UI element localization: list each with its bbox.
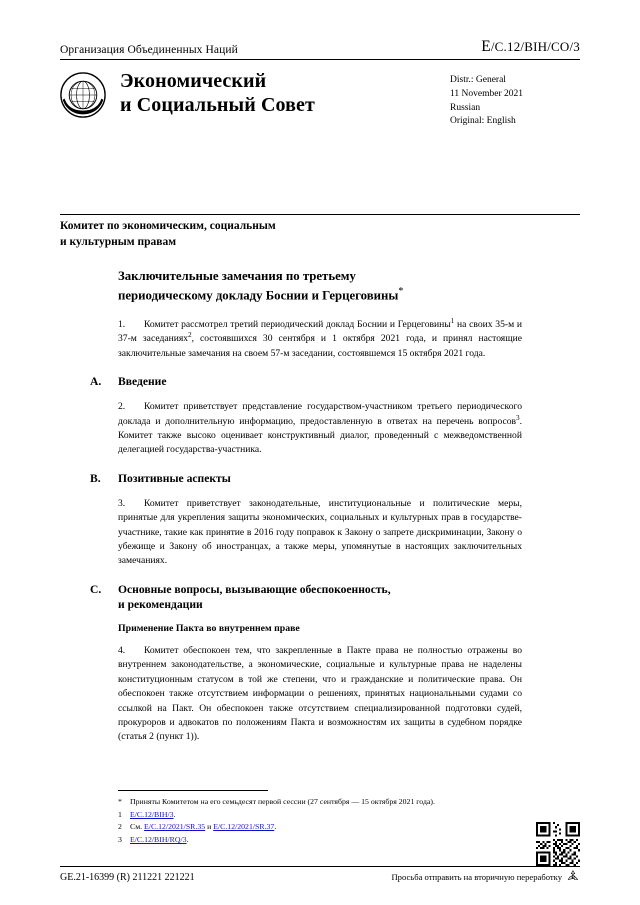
distribution-block [450, 74, 580, 129]
footnotes-block [118, 796, 522, 847]
footnote-2-text: . [274, 822, 277, 832]
footnote-3 [118, 834, 522, 847]
masthead [60, 70, 580, 129]
section-b-title: Позитивные аспекты [118, 471, 231, 485]
document-original-language: Original: English [450, 116, 516, 127]
job-number: GE.21-16399 (R) 211221 221221 [60, 871, 195, 883]
paragraph-1-text-b: на своих 35-м и 37-м заседаниях [118, 319, 522, 345]
footnote-divider [118, 790, 268, 791]
footnote-star-text: Приняты Комитетом на его семьдесят первой сессии (27 сентября — 15 октября 2021 года). [130, 797, 435, 806]
qr-code [536, 822, 580, 866]
recycle-icon [566, 869, 580, 885]
paragraph-2 [118, 400, 522, 458]
paragraph-1-text-a: Комитет рассмотрел третий периодический доклад Боснии и Герцеговины [144, 319, 451, 331]
footnote-star [118, 796, 522, 809]
footnote-2-marker: 2 [118, 822, 122, 832]
document-title-line2: периодическому докладу Боснии и Герцеговины [118, 288, 399, 303]
paragraph-4 [118, 644, 522, 745]
document-symbol [481, 38, 580, 56]
un-emblem-icon [60, 72, 106, 118]
footnote-2-mid: и [205, 822, 214, 832]
body-divider [60, 214, 580, 215]
masthead-title-line1: Экономический [120, 70, 267, 92]
distribution-label: Distr.: General [450, 75, 506, 85]
section-a-title: Введение [118, 375, 167, 389]
section-c-title-line1: Основные вопросы, вызывающие обеспокоенность, [118, 582, 391, 596]
section-c-letter: C. [90, 582, 102, 596]
paragraph-2-text: Комитет приветствует представление государством-участником третьего периодического доклада и дополнительную информацию, предоставленную в ответах на перечень вопросов [118, 401, 522, 427]
organization-name: Организация Объединенных Наций [60, 44, 238, 56]
footnote-2 [118, 821, 522, 834]
committee-name-line2: и культурным правам [60, 235, 177, 248]
footnote-1-marker: 1 [118, 809, 122, 819]
paragraph-2-text-b: . Комитет также высоко оценивает конструктивный диалог, проведенный с межведомственной делегацией государства-участника. [118, 415, 522, 456]
section-heading-b [90, 471, 522, 486]
paragraph-4-text: Комитет обеспокоен тем, что закрепленные в Пакте права не полностью отражены во внутреннем законодательстве, а экономические, социальные и культурные права не наделены конституционным статусом в той же степени, что и гражданские и политические права. Он обеспокоен также отсутствием информации о решениях, принятых национальными судами со ссылкой на Пакт. Он обеспокоен также отсутствием специализированной подготовки судей, прокуроров и адвокатов по положениям Пакта и возможностям их защиты в судебном порядке (статья 2 (пункт 1)). [118, 644, 522, 743]
footnote-1 [118, 809, 522, 822]
recycle-note-text: Просьба отправить на вторичную переработку [391, 872, 562, 882]
footnote-2-link-1[interactable]: E/C.12/2021/SR.35 [144, 822, 206, 832]
masthead-title [120, 70, 450, 117]
section-heading-a [90, 374, 522, 389]
document-header [60, 38, 580, 129]
footnote-3-text: . [186, 834, 189, 844]
document-title [118, 268, 522, 304]
header-top-row [60, 38, 580, 59]
paragraph-4-number: 4. [118, 644, 126, 656]
paragraph-1-text-c: , состоявшихся 30 сентября и 1 октября 2021 года, и принял настоящие заключительные замечания на своем 57-м заседании, состоявшемся 15 октября 2021 года. [118, 333, 522, 359]
document-title-line2-wrap [118, 285, 522, 304]
symbol-suffix: /C.12/BIH/CO/3 [490, 39, 580, 54]
footnote-ref-2: 2 [188, 331, 192, 340]
paragraph-2-number: 2. [118, 401, 126, 413]
symbol-prefix: E [481, 38, 491, 55]
document-title-line1: Заключительные замечания по третьему [118, 269, 356, 283]
paragraph-3-number: 3. [118, 497, 126, 509]
footnote-ref-1: 1 [450, 316, 455, 325]
document-language: Russian [450, 102, 481, 113]
footnote-2-link-2[interactable]: E/C.12/2021/SR.37 [213, 822, 275, 832]
header-divider [60, 59, 580, 60]
section-a-letter: A. [90, 375, 102, 389]
document-footer [60, 869, 580, 885]
footnote-ref-3: 3 [516, 413, 520, 422]
subheading-domestic-application: Применение Пакта во внутреннем праве [118, 622, 300, 634]
section-b-letter: B. [90, 471, 101, 485]
footnote-3-marker: 3 [118, 834, 122, 844]
section-heading-c [90, 582, 522, 612]
footnote-1-link[interactable]: E/C.12/BIH/3 [130, 809, 174, 819]
paragraph-1 [118, 318, 522, 361]
document-content [90, 268, 522, 758]
footnote-2-pre: См. [130, 822, 145, 832]
committee-name [60, 219, 480, 250]
paragraph-3-text: Комитет приветствует законодательные, институциональные и политические меры, принятые для укрепления защиты экономических, социальных и культурных прав в государстве-участнике, такие как принятие в 2016 году поправок к Закону о запрете дискриминации, Закону о убежище и Закону об иностранцах, а также меры, упомянутые в настоящих заключительных замечаниях. [118, 497, 522, 567]
section-c-title [118, 582, 522, 612]
footer-divider [60, 866, 580, 867]
document-title-footnote-marker: * [398, 285, 404, 297]
footnote-3-link[interactable]: E/C.12/BIH/RQ/3 [130, 834, 187, 844]
paragraph-1-number: 1. [118, 319, 126, 331]
masthead-title-line2: и Социальный Совет [120, 93, 315, 116]
committee-name-line1: Комитет по экономическим, социальным [60, 220, 276, 232]
footnote-star-marker: * [118, 797, 122, 806]
recycle-note [391, 869, 580, 885]
section-c-title-line2: и рекомендации [118, 597, 203, 611]
footnote-1-text: . [173, 809, 176, 819]
paragraph-3 [118, 497, 522, 569]
document-date: 11 November 2021 [450, 88, 523, 99]
